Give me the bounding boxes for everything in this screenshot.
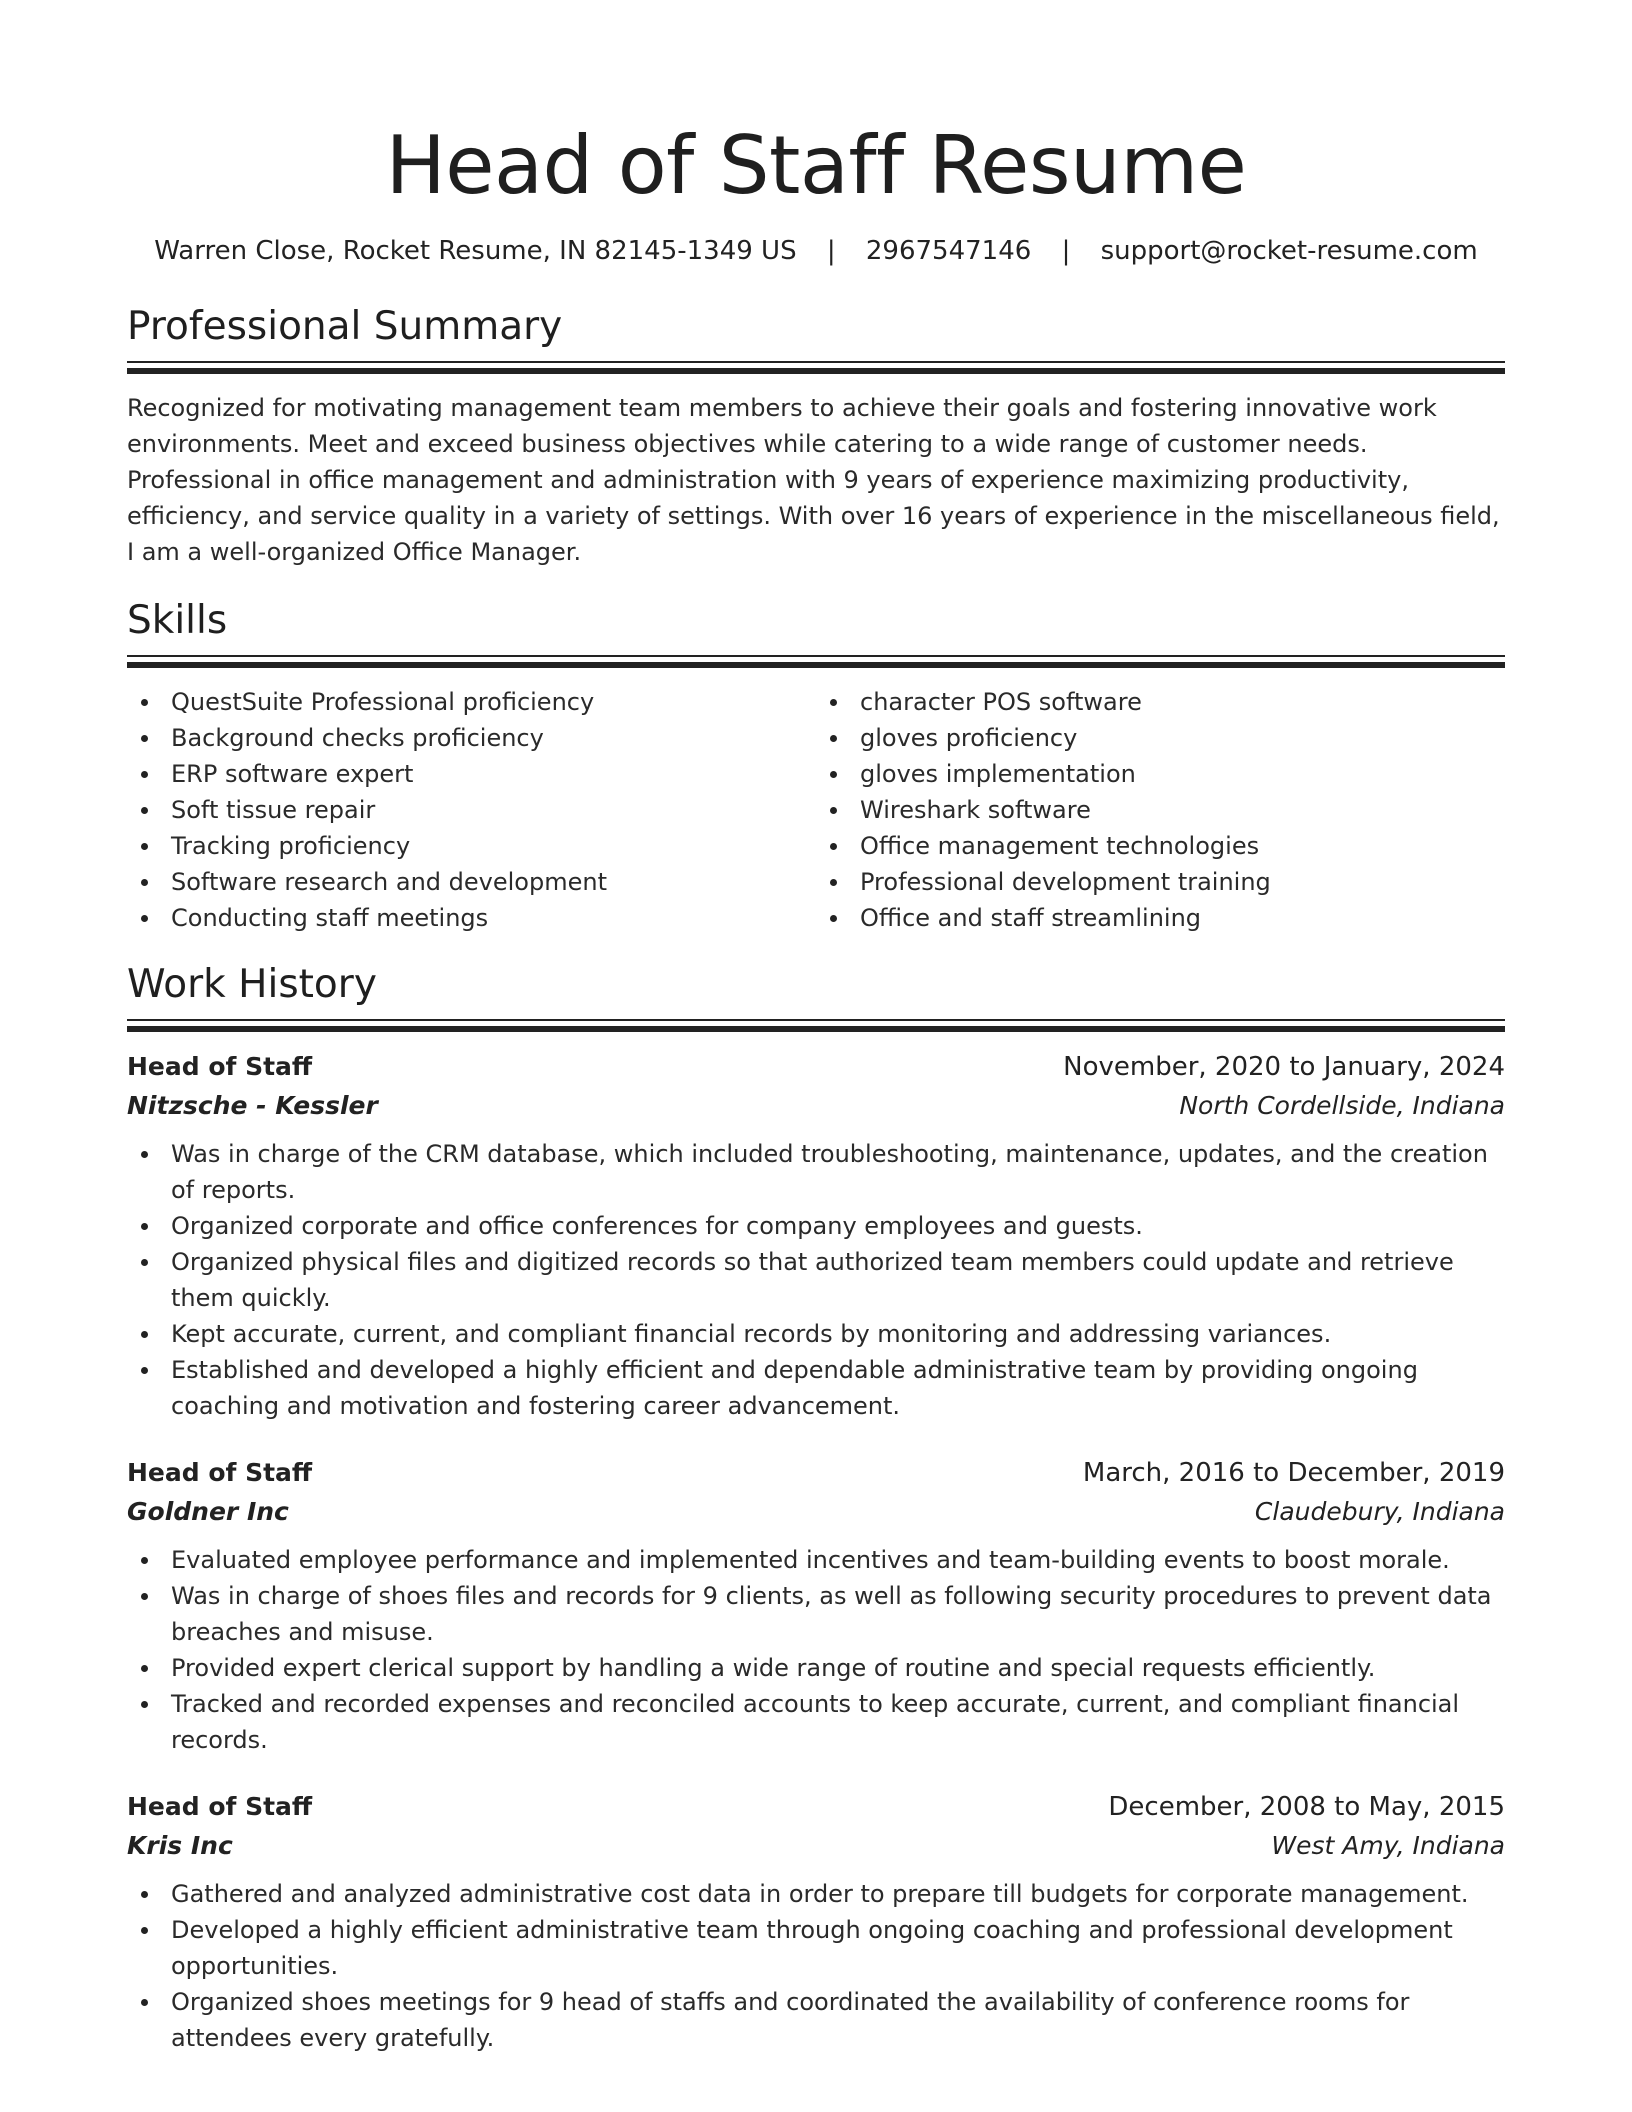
contact-line [127,234,1505,268]
job-title: Head of Staff [127,1458,313,1487]
skills-column-left [127,684,816,936]
skills-heading: Skills [127,598,228,643]
job-bullet: Kept accurate, current, and compliant financial records by monitoring and addressing variances. [127,1316,1505,1352]
job-bullet: Gathered and analyzed administrative cost data in order to prepare till budgets for corporate management. [127,1876,1505,1912]
skill-item: QuestSuite Professional proficiency [127,684,816,720]
job-bullet: Evaluated employee performance and implemented incentives and team-building events to boost morale. [127,1542,1505,1578]
contact-phone: 2967547146 [865,236,1032,266]
section-divider [127,1019,1505,1032]
job-entry [127,1788,1505,2056]
job-bullet: Provided expert clerical support by handling a wide range of routine and special requests efficiently. [127,1650,1505,1686]
job-bullets [127,1876,1505,2056]
job-company: Goldner Inc [127,1497,289,1526]
skill-item: ERP software expert [127,756,816,792]
job-entry [127,1048,1505,1424]
job-bullet: Was in charge of the CRM database, which included troubleshooting, maintenance, updates, and the creation of reports. [127,1136,1505,1208]
summary-text: Recognized for motivating management team members to achieve their goals and fostering innovative work environments. Meet and exceed business objectives while catering to a wide range of customer needs. Professional in office management and administration with 9 years of experience maximizing productivity, efficiency, and service quality in a variety of settings. With over 16 years of experience in the miscellaneous field, I am a well-organized Office Manager. [127,394,1500,566]
job-company: Nitzsche - Kessler [127,1091,378,1120]
job-dates: December, 2008 to May, 2015 [1108,1792,1505,1822]
section-divider [127,655,1505,668]
job-header-row [127,1788,1505,1826]
skill-item: character POS software [816,684,1505,720]
work-history-heading: Work History [127,962,377,1007]
job-bullet: Established and developed a highly efficient and dependable administrative team by providing ongoing coaching and motivation and fostering career advancement. [127,1352,1505,1424]
job-location: West Amy, Indiana [1271,1831,1505,1860]
skill-item: gloves proficiency [816,720,1505,756]
job-bullet: Developed a highly efficient administrative team through ongoing coaching and professional development opportunities. [127,1912,1505,1984]
skill-item: Tracking proficiency [127,828,816,864]
skill-item: Software research and development [127,864,816,900]
job-bullets [127,1542,1505,1758]
job-dates: November, 2020 to January, 2024 [1063,1052,1505,1082]
job-bullet: Organized corporate and office conferences for company employees and guests. [127,1208,1505,1244]
job-dates: March, 2016 to December, 2019 [1082,1458,1505,1488]
job-header-row [127,1048,1505,1086]
job-company-row [127,1826,1505,1866]
section-divider [127,361,1505,374]
work-history-section [127,960,1505,2056]
summary-heading: Professional Summary [127,304,563,349]
skills-grid [127,684,1505,936]
contact-separator: | [1061,236,1071,266]
job-location: North Cordellside, Indiana [1179,1091,1505,1120]
summary-section [127,302,1505,570]
skill-item: Background checks proficiency [127,720,816,756]
job-company: Kris Inc [127,1831,233,1860]
job-title: Head of Staff [127,1792,313,1821]
job-bullets [127,1136,1505,1424]
job-title: Head of Staff [127,1052,313,1081]
job-company-row [127,1492,1505,1532]
resume-title: Head of Staff Resume [385,119,1247,212]
job-company-row [127,1086,1505,1126]
contact-address: Warren Close, Rocket Resume, IN 82145-1349 US [154,236,797,266]
job-header-row [127,1454,1505,1492]
job-bullet: Organized shoes meetings for 9 head of staffs and coordinated the availability of conference rooms for attendees every gratefully. [127,1984,1505,2056]
skill-item: Wireshark software [816,792,1505,828]
job-bullet: Tracked and recorded expenses and reconciled accounts to keep accurate, current, and compliant financial records. [127,1686,1505,1758]
contact-separator: | [826,236,836,266]
skill-item: Conducting staff meetings [127,900,816,936]
skill-item: Office management technologies [816,828,1505,864]
skills-section [127,596,1505,936]
job-bullet: Organized physical files and digitized records so that authorized team members could update and retrieve them quickly. [127,1244,1505,1316]
skills-column-right [816,684,1505,936]
job-list [127,1048,1505,2056]
skill-item: Professional development training [816,864,1505,900]
contact-email: support@rocket-resume.com [1100,236,1478,266]
job-bullet: Was in charge of shoes files and records for 9 clients, as well as following security procedures to prevent data breaches and misuse. [127,1578,1505,1650]
job-location: Claudebury, Indiana [1254,1497,1505,1526]
skill-item: Office and staff streamlining [816,900,1505,936]
job-entry [127,1454,1505,1758]
skill-item: Soft tissue repair [127,792,816,828]
skill-item: gloves implementation [816,756,1505,792]
